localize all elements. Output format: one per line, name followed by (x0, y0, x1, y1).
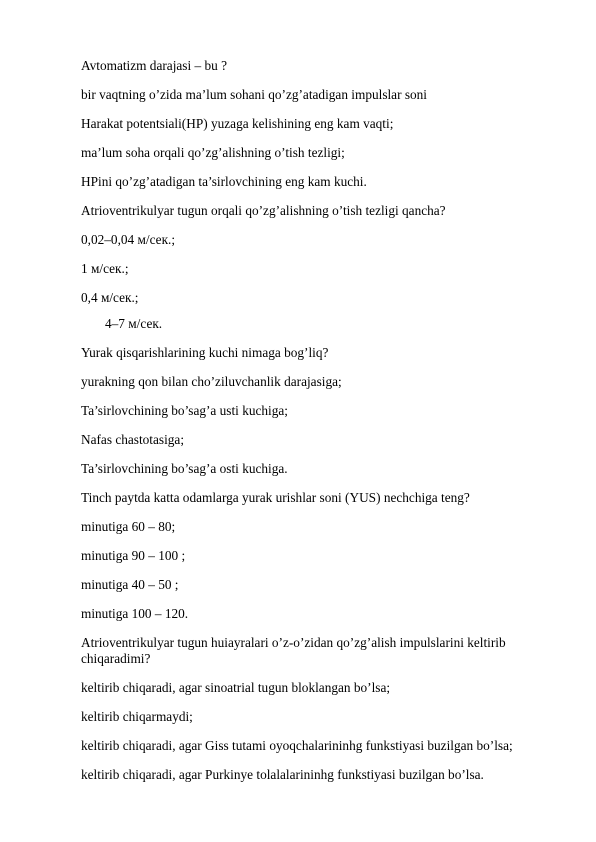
answer-option: Ta’sirlovchining bo’sag’a osti kuchiga. (81, 461, 288, 476)
answer-option: HPini qo’zg’atadigan ta’sirlovchining eng kam kuchi. (81, 174, 367, 189)
answer-option: yurakning qon bilan cho’ziluvchanlik darajasiga; (81, 374, 342, 389)
answer-option: 0,02–0,04 м/сек.; (81, 232, 176, 247)
question-automatism-level: Avtomatizm darajasi – bu ? (81, 58, 227, 73)
answer-option: minutiga 60 – 80; (81, 519, 176, 534)
answer-option: keltirib chiqaradi, agar Giss tutami oyoqchalarininhg funkstiyasi buzilgan bo’lsa; (81, 738, 513, 753)
answer-option: minutiga 100 – 120. (81, 606, 189, 621)
answer-option: keltirib chiqarmaydi; (81, 709, 193, 724)
answer-option: 4–7 м/сек. (105, 316, 163, 331)
answer-option: minutiga 90 – 100 ; (81, 548, 186, 563)
answer-option: 1 м/сек.; (81, 261, 129, 276)
answer-option: Ta’sirlovchining bo’sag’a usti kuchiga; (81, 403, 288, 418)
question-av-node-speed: Atrioventrikulyar tugun orqali qo’zg’alishning o’tish tezligi qancha? (81, 203, 446, 218)
question-heart-contraction-force: Yurak qisqarishlarining kuchi nimaga bog’liq? (81, 345, 329, 360)
answer-option: 0,4 м/сек.; (81, 290, 139, 305)
answer-option: ma’lum soha orqali qo’zg’alishning o’tish tezligi; (81, 145, 345, 160)
answer-option: bir vaqtning o’zida ma’lum sohani qo’zg’atadigan impulslar soni (81, 87, 428, 102)
answer-option: minutiga 40 – 50 ; (81, 577, 179, 592)
question-av-node-impulses: Atrioventrikulyar tugun huiayralari o’z-o’zidan qo’zg’alish impulslarini keltirib chiqaradimi? (81, 635, 506, 666)
answer-option: Harakat potentsiali(HP) yuzaga kelishining eng kam vaqti; (81, 116, 394, 131)
answer-option: keltirib chiqaradi, agar Purkinye tolalalarininhg funkstiyasi buzilgan bo’lsa. (81, 767, 484, 782)
question-resting-heart-rate: Tinch paytda katta odamlarga yurak urishlar soni (YUS) nechchiga teng? (81, 490, 470, 505)
answer-option: Nafas chastotasiga; (81, 432, 185, 447)
answer-option: keltirib chiqaradi, agar sinoatrial tugun bloklangan bo’lsa; (81, 680, 391, 695)
